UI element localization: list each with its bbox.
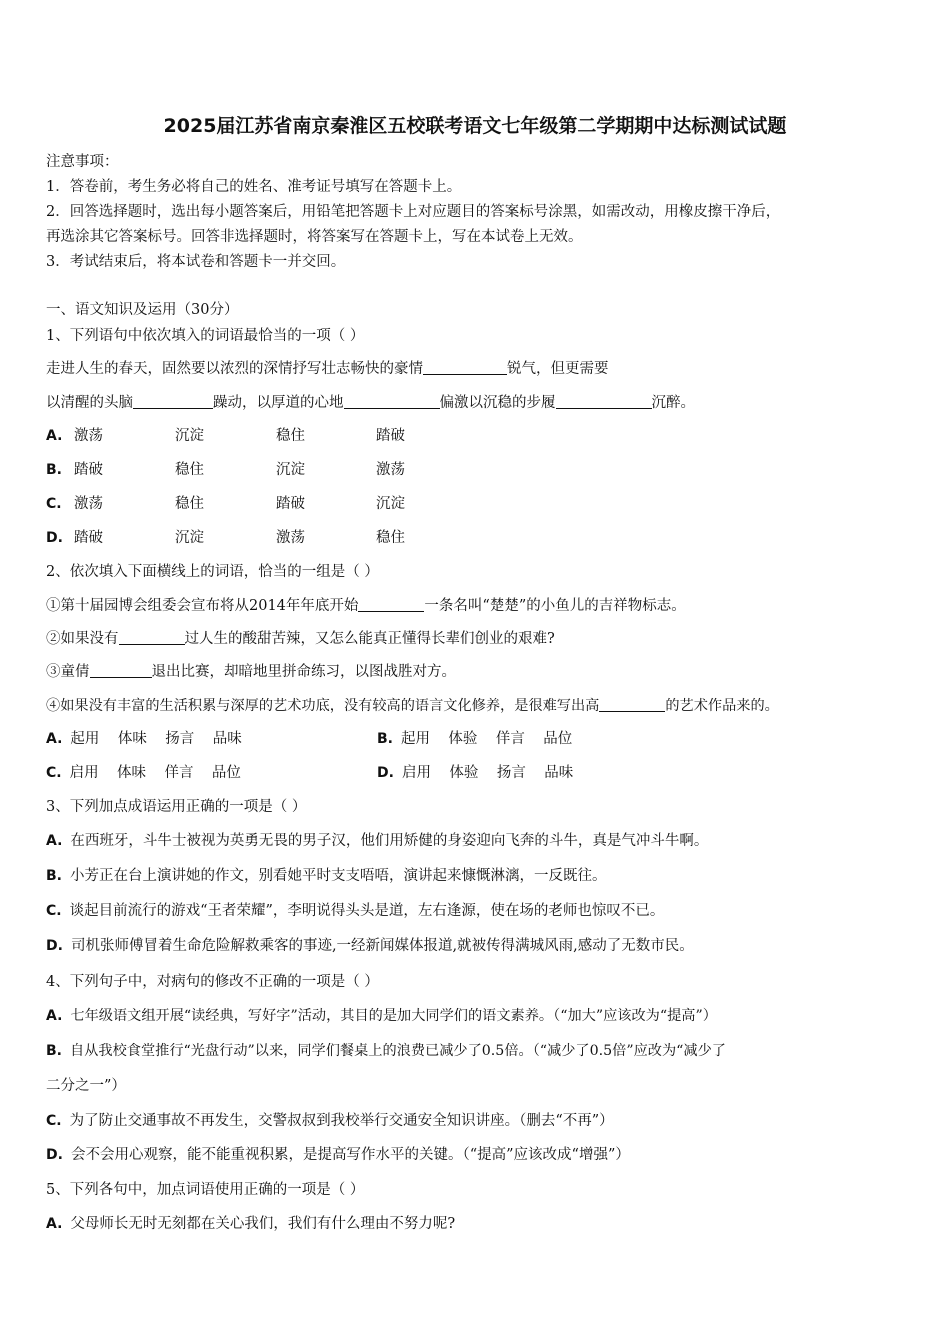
- fill-blank: [133, 394, 213, 409]
- option-word: 激荡: [74, 496, 103, 512]
- question-5-stem: 5、下列各句中，加点词语使用正确的一项是（ ）: [46, 1182, 365, 1198]
- option-word: 沉淀: [276, 462, 305, 478]
- q2-text: ①第十届园博会组委会宣布将从2014年年底开始: [46, 598, 359, 614]
- q2-option-a[interactable]: [46, 729, 242, 749]
- q1-text: 走进人生的春天，固然要以浓烈的深情抒写壮志畅快的豪情: [46, 361, 423, 377]
- option-word: 踏破: [376, 428, 405, 444]
- option-label: A.: [46, 1008, 63, 1024]
- question-2-sentence: [46, 662, 456, 682]
- notes-item: 3．考试结束后，将本试卷和答题卡一并交回。: [46, 254, 346, 270]
- question-2-sentence: [46, 696, 779, 716]
- option-label: B.: [377, 731, 393, 747]
- q4-option-c[interactable]: [46, 1111, 614, 1131]
- option-text: 为了防止交通事故不再发生，交警叔叔到我校举行交通安全知识讲座。（删去“不再”）: [69, 1113, 614, 1129]
- q2-text: ④如果没有丰富的生活积累与深厚的艺术功底，没有较高的语言文化修养，是很难写出高: [46, 698, 600, 714]
- notes-item: 1．答卷前，考生务必将自己的姓名、准考证号填写在答题卡上。: [46, 179, 462, 195]
- q5-option-a[interactable]: [46, 1214, 455, 1234]
- notes-heading: 注意事项：: [46, 154, 119, 170]
- q1-text: 沉醉。: [651, 395, 695, 411]
- q1-option-b[interactable]: [46, 460, 70, 480]
- q3-option-a[interactable]: [46, 831, 708, 851]
- q2-option-b[interactable]: [377, 729, 572, 749]
- option-label: C.: [46, 1113, 62, 1129]
- fill-blank: [423, 360, 507, 375]
- q3-option-c[interactable]: [46, 901, 664, 921]
- q2-option-c[interactable]: [46, 763, 241, 783]
- option-word: 稳住: [175, 462, 204, 478]
- option-word: 沉淀: [175, 428, 204, 444]
- option-word: 沉淀: [376, 496, 405, 512]
- question-2-stem: 2、依次填入下面横线上的词语，恰当的一组是（ ）: [46, 564, 379, 580]
- option-text: 会不会用心观察，能不能重视积累，是提高写作水平的关键。（“提高”应该改成“增强”）: [70, 1147, 630, 1163]
- fill-blank: [344, 394, 440, 409]
- option-text: 在西班牙，斗牛士被视为英勇无畏的男子汉，他们用矫健的身姿迎向飞奔的斗牛，真是气冲斗牛啊。: [70, 833, 709, 849]
- option-text: 谈起目前流行的游戏“王者荣耀”，李明说得头头是道，左右逢源，使在场的老师也惊叹不已。: [69, 903, 665, 919]
- option-label: B.: [46, 1043, 62, 1059]
- option-text: 二分之一”）: [46, 1078, 126, 1094]
- option-word: 踏破: [276, 496, 305, 512]
- section-heading: 一、语文知识及运用（30分）: [46, 302, 239, 318]
- q3-option-b[interactable]: [46, 866, 607, 886]
- notes-item: 再选涂其它答案标号。回答非选择题时，将答案写在答题卡上，写在本试卷上无效。: [46, 229, 583, 245]
- option-text: 小芳正在台上演讲她的作文，别看她平时支支唔唔，演讲起来慷慨淋漓，一反既往。: [70, 868, 607, 884]
- option-word: 稳住: [175, 496, 204, 512]
- fill-blank: [119, 630, 185, 645]
- q1-text: 躁动，以厚道的心地: [213, 395, 344, 411]
- q2-text: 退出比赛，却暗地里拼命练习，以图战胜对方。: [151, 664, 456, 680]
- option-text: 启用 体味 佯言 品位: [69, 765, 241, 781]
- fill-blank: [90, 663, 152, 678]
- q1-text: 以清醒的头脑: [46, 395, 133, 411]
- option-label: B.: [46, 462, 62, 478]
- question-1-sentence: [46, 359, 609, 379]
- q1-option-a[interactable]: [46, 426, 70, 446]
- option-label: D.: [46, 1147, 63, 1163]
- option-label: C.: [46, 903, 62, 919]
- q1-option-d[interactable]: [46, 528, 71, 548]
- question-2-sentence: [46, 596, 686, 616]
- q1-text: 偏激以沉稳的步履: [439, 395, 556, 411]
- option-text: 自从我校食堂推行“光盘行动”以来，同学们餐桌上的浪费已减少了0.5倍。（“减少了0.5倍”应改为“减少了: [70, 1043, 726, 1059]
- fill-blank: [599, 697, 665, 712]
- option-label: D.: [46, 938, 63, 954]
- option-label: A.: [46, 731, 63, 747]
- option-text: 司机张师傅冒着生命危险解救乘客的事迹,一经新闻媒体报道,就被传得满城风雨,感动了无数市民。: [70, 938, 694, 954]
- q4-option-b-continued: [46, 1076, 126, 1096]
- q4-option-b[interactable]: [46, 1041, 726, 1061]
- q2-text: 的艺术作品来的。: [665, 698, 779, 714]
- option-label: C.: [46, 765, 62, 781]
- option-text: 起用 体验 佯言 品位: [401, 731, 573, 747]
- option-text: 父母师长无时无刻都在关心我们，我们有什么理由不努力呢?: [70, 1216, 456, 1232]
- question-2-sentence: [46, 629, 555, 649]
- q2-text: 过人生的酸甜苦辣，又怎么能真正懂得长辈们创业的艰难?: [184, 631, 555, 647]
- option-word: 踏破: [74, 530, 103, 546]
- q3-option-d[interactable]: [46, 936, 694, 956]
- option-text: 启用 体验 扬言 品味: [401, 765, 574, 781]
- option-label: D.: [377, 765, 394, 781]
- q2-option-d[interactable]: [377, 763, 573, 783]
- option-label: A.: [46, 833, 63, 849]
- q2-text: ③童倩: [46, 664, 90, 680]
- q2-text: 一条名叫“楚楚”的小鱼儿的吉祥物标志。: [424, 598, 686, 614]
- question-1-stem: 1、下列语句中依次填入的词语最恰当的一项（ ）: [46, 328, 365, 344]
- fill-blank: [358, 597, 424, 612]
- question-4-stem: 4、下列句子中，对病句的修改不正确的一项是（ ）: [46, 974, 379, 990]
- option-label: D.: [46, 530, 63, 546]
- option-word: 沉淀: [175, 530, 204, 546]
- question-1-sentence: [46, 393, 695, 413]
- notes-item: 2．回答选择题时，选出每小题答案后，用铅笔把答题卡上对应题目的答案标号涂黑，如需改动，用橡皮擦干净后，: [46, 204, 781, 220]
- option-text: 起用 体味 扬言 品味: [70, 731, 242, 747]
- option-label: A.: [46, 1216, 63, 1232]
- option-word: 稳住: [376, 530, 405, 546]
- option-word: 踏破: [74, 462, 103, 478]
- q1-option-c[interactable]: [46, 494, 70, 514]
- option-word: 稳住: [276, 428, 305, 444]
- option-label: A.: [46, 428, 63, 444]
- q4-option-d[interactable]: [46, 1145, 630, 1165]
- fill-blank: [556, 394, 652, 409]
- option-word: 激荡: [74, 428, 103, 444]
- q2-text: ②如果没有: [46, 631, 119, 647]
- option-word: 激荡: [276, 530, 305, 546]
- option-text: 七年级语文组开展“读经典，写好字”活动，其目的是加大同学们的语文素养。（“加大”应该改为“提高”）: [70, 1008, 717, 1024]
- page-title: 2025届江苏省南京秦淮区五校联考语文七年级第二学期期中达标测试试题: [163, 115, 787, 137]
- option-word: 激荡: [376, 462, 405, 478]
- question-3-stem: 3、下列加点成语运用正确的一项是（ ）: [46, 799, 307, 815]
- q4-option-a[interactable]: [46, 1006, 717, 1026]
- option-label: C.: [46, 496, 62, 512]
- option-label: B.: [46, 868, 62, 884]
- q1-text: 锐气，但更需要: [507, 361, 609, 377]
